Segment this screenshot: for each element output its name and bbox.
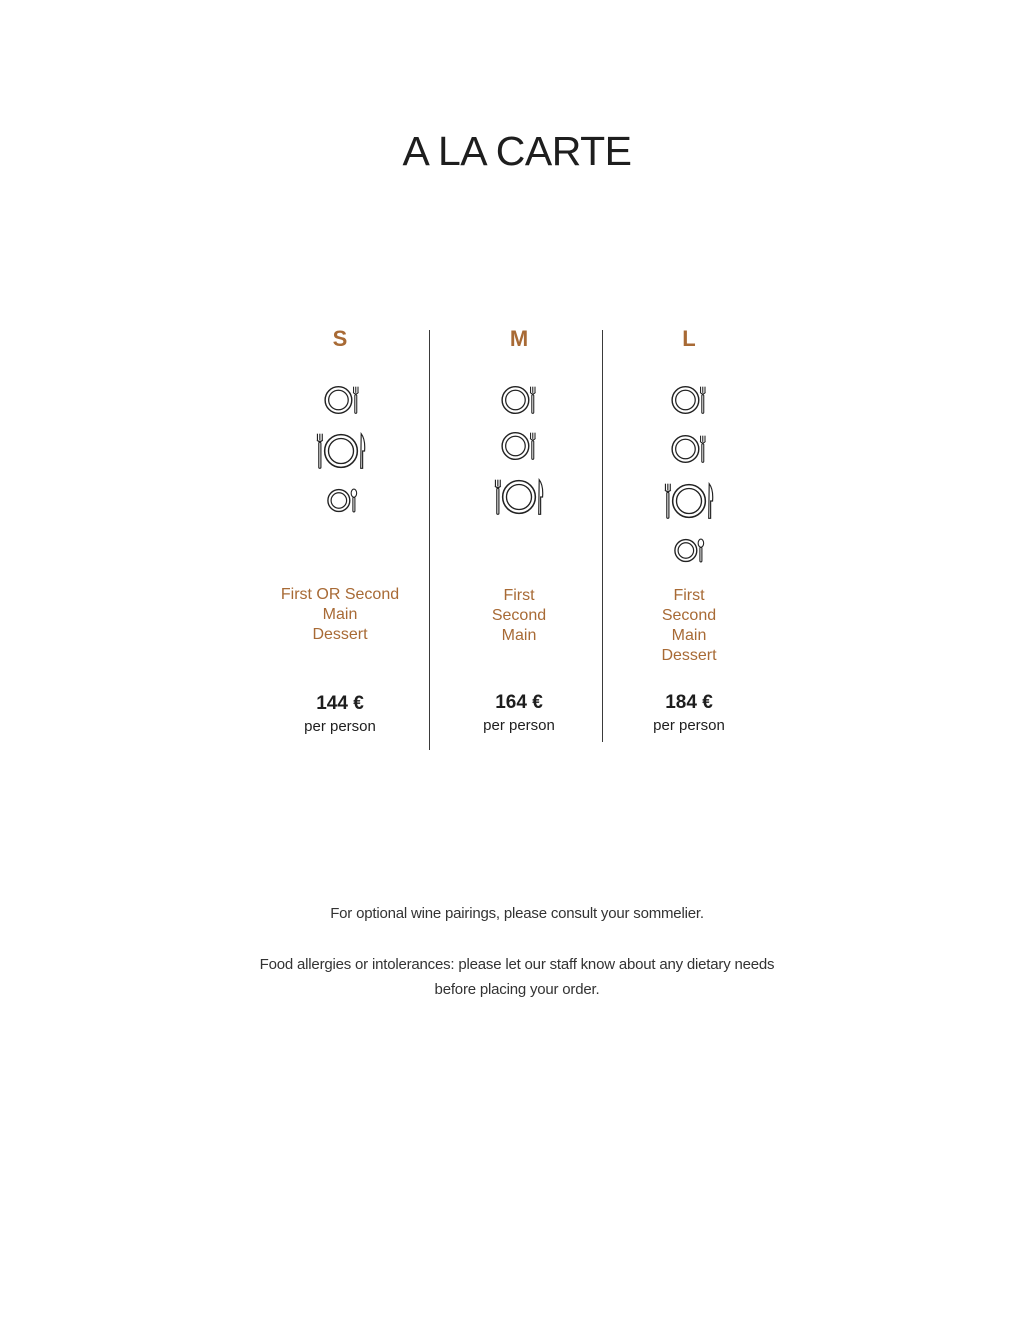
plate-with-fork-icon	[501, 384, 537, 416]
course-item: Main	[322, 606, 358, 623]
column-divider-right	[602, 330, 603, 742]
price-unit: per person	[653, 717, 725, 734]
course-item: Dessert	[312, 626, 368, 643]
price-unit: per person	[304, 718, 376, 735]
course-item: First	[673, 587, 705, 604]
menu-size-label: L	[682, 326, 696, 351]
plate-with-fork-icon	[671, 433, 707, 465]
price-unit: per person	[483, 717, 555, 734]
wine-pairing-note: For optional wine pairings, please consult your sommelier.	[330, 905, 704, 922]
plate-with-fork-icon	[501, 430, 537, 462]
course-item: Main	[501, 627, 537, 644]
menu-column-m	[439, 0, 599, 1323]
menu-price: 144 €	[316, 693, 364, 714]
plate-fork-knife-icon	[494, 477, 544, 517]
menu-column-s	[260, 0, 420, 1323]
plate-fork-knife-icon	[664, 481, 714, 521]
dessert-plate-spoon-icon	[674, 537, 705, 564]
allergy-note-line-2: before placing your order.	[434, 981, 600, 998]
course-item: Dessert	[661, 647, 717, 664]
allergy-note-line-1: Food allergies or intolerances: please let our staff know about any dietary needs	[259, 956, 775, 973]
dessert-plate-spoon-icon	[327, 487, 358, 514]
course-item: First OR Second	[280, 586, 400, 603]
course-item: First	[503, 587, 535, 604]
menu-price: 184 €	[665, 692, 713, 713]
menu-size-label: S	[332, 326, 348, 351]
plate-with-fork-icon	[324, 384, 360, 416]
course-item: Main	[671, 627, 707, 644]
course-item: Second	[661, 607, 717, 624]
course-item: Second	[491, 607, 547, 624]
column-divider-left	[429, 330, 430, 750]
page-title: A LA CARTE	[402, 128, 632, 174]
plate-with-fork-icon	[671, 384, 707, 416]
course-list	[240, 585, 440, 645]
menu-size-label: M	[509, 326, 529, 351]
menu-column-l	[609, 0, 769, 1323]
course-list	[589, 586, 789, 666]
menu-price: 164 €	[495, 692, 543, 713]
plate-fork-knife-icon	[316, 431, 366, 471]
